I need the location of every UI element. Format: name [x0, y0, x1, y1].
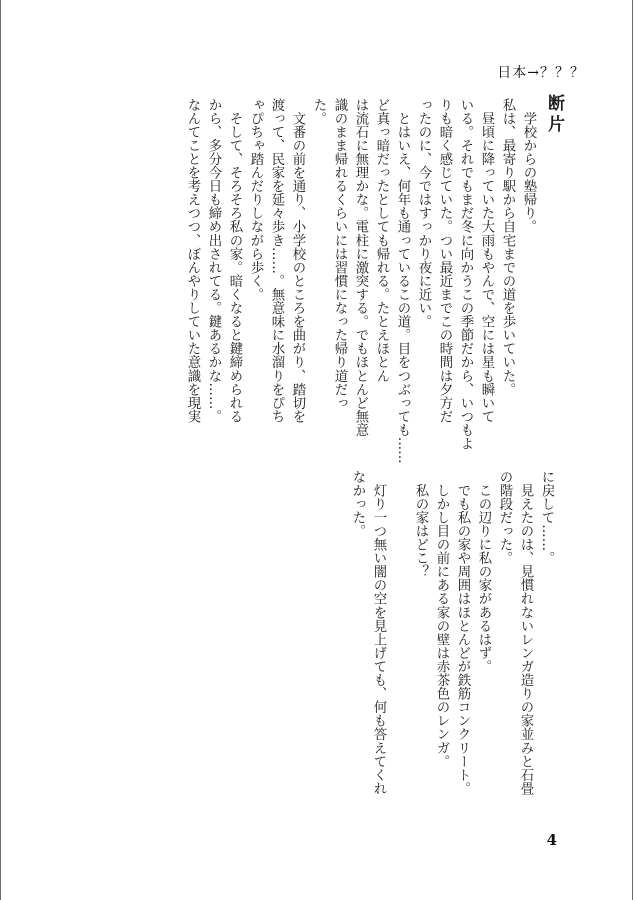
- body-column-top: 学校からの塾帰り。 私は、最寄り駅から自宅までの道を歩いていた。 昼頃に降っていた大雨もやんで、空には星も瞬いて いる。それでもまだ冬に向かうこの季節だから、いつもよ りも暗く感じていた。つい最近までこの時間は夕方だ ったのに、今ではすっかり夜に近い。 とはいえ、何年も通っているこの道。目をつぶっても…… ど真っ暗だったとしても帰れる。たとえほとん は流石に無理かな。電柱に激突する。でもほとんど無意 識のまま帰れるくらいには習慣になった帰り道だっ た。 文番の前を通り、小学校のところを曲がり、踏切を 渡って、民家を延々歩き……。無意味に水溜りをぴち ゃぴちゃ踏んだりしながら歩く。 そして、そろそろ私の家。暗くなると鍵締められる から、多分今日も締め出されてる。鍵あるかな……。 なんてことを考えつつ、ぼんやりしていた意識を現実: [185, 98, 536, 464]
- body-column-bottom: に戻して……。 見えたのは、見慣れないレンガ造りの家並みと石畳 の階段だった。 この辺りに私の家があるはず。 でも私の家や周囲はほとんどが鉄筋コンクリート。 しかし目の前にある家の壁は赤茶色のレンガ。 私の家はどこ？ 灯り一つ無い闇の空を見上げても、何も答えてくれ なかった。: [350, 470, 554, 796]
- page-left-edge: [0, 0, 1, 900]
- running-header: 日本→？？？: [497, 65, 585, 81]
- page-number: 4: [546, 831, 557, 849]
- chapter-title: 断片: [544, 94, 564, 136]
